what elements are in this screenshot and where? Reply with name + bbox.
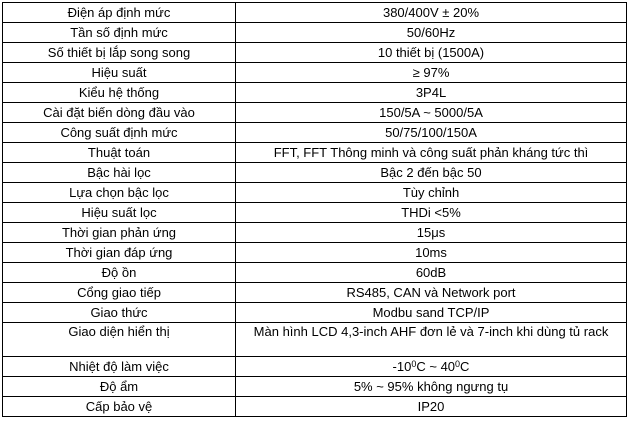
temperature-range-separator: C ~ 40 xyxy=(416,359,456,374)
table-row xyxy=(3,203,627,223)
value-cell: 380/400V ± 20% xyxy=(236,3,627,23)
param-cell: Hiệu suất xyxy=(3,63,236,83)
param-cell: Giao thức xyxy=(3,303,236,323)
value-cell: 10ms xyxy=(236,243,627,263)
param-cell: Giao diện hiển thị xyxy=(3,323,236,357)
value-cell: Modbu sand TCP/IP xyxy=(236,303,627,323)
specification-table xyxy=(2,2,627,417)
value-cell: ≥ 97% xyxy=(236,63,627,83)
param-cell: Bậc hài lọc xyxy=(3,163,236,183)
temperature-min-value: -10 xyxy=(392,359,412,374)
degree-superscript: 0 xyxy=(411,359,417,369)
param-cell: Thời gian đáp ứng xyxy=(3,243,236,263)
table-row xyxy=(3,183,627,203)
value-cell: 50/75/100/150A xyxy=(236,123,627,143)
table-row xyxy=(3,263,627,283)
table-row xyxy=(3,243,627,263)
param-cell: Điện áp định mức xyxy=(3,3,236,23)
table-row xyxy=(3,123,627,143)
value-cell: 10 thiết bị (1500A) xyxy=(236,43,627,63)
table-row xyxy=(3,377,627,397)
param-cell: Hiệu suất lọc xyxy=(3,203,236,223)
param-cell: Kiểu hệ thống xyxy=(3,83,236,103)
table-row xyxy=(3,43,627,63)
table-row xyxy=(3,103,627,123)
table-row xyxy=(3,83,627,103)
value-cell: RS485, CAN và Network port xyxy=(236,283,627,303)
table-row xyxy=(3,323,627,357)
value-cell: 150/5A ~ 5000/5A xyxy=(236,103,627,123)
table-row xyxy=(3,283,627,303)
param-cell: Thời gian phản ứng xyxy=(3,223,236,243)
param-cell: Công suất định mức xyxy=(3,123,236,143)
value-cell: Tùy chỉnh xyxy=(236,183,627,203)
param-cell: Độ ẩm xyxy=(3,377,236,397)
value-cell: 60dB xyxy=(236,263,627,283)
table-row xyxy=(3,63,627,83)
table-row xyxy=(3,303,627,323)
param-cell: Lựa chọn bậc lọc xyxy=(3,183,236,203)
table-row xyxy=(3,357,627,377)
value-cell: 3P4L xyxy=(236,83,627,103)
param-cell: Cấp bảo vệ xyxy=(3,397,236,417)
table-row xyxy=(3,143,627,163)
table-row xyxy=(3,223,627,243)
param-cell: Nhiệt độ làm việc xyxy=(3,357,236,377)
param-cell: Thuật toán xyxy=(3,143,236,163)
table-row xyxy=(3,163,627,183)
param-cell: Cài đặt biến dòng đầu vào xyxy=(3,103,236,123)
value-cell: Màn hình LCD 4,3-inch AHF đơn lẻ và 7-inch khi dùng tủ rack xyxy=(236,323,627,357)
temperature-unit: C xyxy=(460,359,470,374)
value-cell: 5% ~ 95% không ngưng tụ xyxy=(236,377,627,397)
param-cell: Độ ồn xyxy=(3,263,236,283)
param-cell: Cổng giao tiếp xyxy=(3,283,236,303)
value-cell: 15μs xyxy=(236,223,627,243)
value-cell: IP20 xyxy=(236,397,627,417)
value-cell: THDi <5% xyxy=(236,203,627,223)
param-cell: Tần số định mức xyxy=(3,23,236,43)
table-row xyxy=(3,23,627,43)
table-row xyxy=(3,3,627,23)
degree-superscript: 0 xyxy=(455,359,461,369)
value-cell: FFT, FFT Thông minh và công suất phản kháng tức thì xyxy=(236,143,627,163)
param-cell: Số thiết bị lắp song song xyxy=(3,43,236,63)
table-row xyxy=(3,397,627,417)
value-cell: Bậc 2 đến bậc 50 xyxy=(236,163,627,183)
value-cell: 50/60Hz xyxy=(236,23,627,43)
value-cell xyxy=(236,357,627,377)
